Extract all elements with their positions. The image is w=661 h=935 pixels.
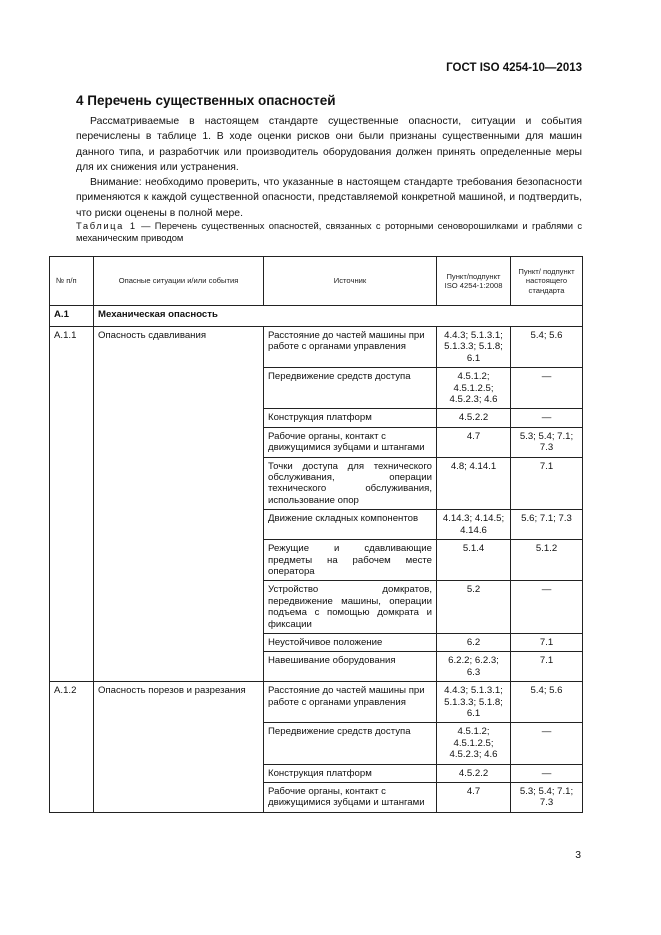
table-section-row: [50, 306, 583, 327]
paragraph-intro-text: Рассматриваемые в настоящем стандарте существенные опасности, ситуации и события перечислены в таблице 1. В ходе оценки рисков они были признаны существенными для машин данного типа, и разработчик или производитель оборудования должен принять определенные меры для их снижения или устранения.: [76, 116, 582, 174]
row-std-clause: —: [511, 581, 583, 634]
row-source: Конструкция платформ: [264, 764, 437, 782]
row-iso-clause: 4.7: [437, 783, 511, 813]
row-iso-clause: 4.4.3; 5.1.3.1; 5.1.3.3; 5.1.8; 6.1: [437, 682, 511, 723]
row-iso-clause: 6.2: [437, 633, 511, 651]
row-std-clause: 7.1: [511, 652, 583, 682]
table-caption-label: Таблица 1: [76, 220, 137, 231]
row-std-clause: 5.6; 7.1; 7.3: [511, 510, 583, 540]
group-situation: Опасность сдавливания: [94, 327, 264, 682]
table-header-row: [50, 257, 583, 306]
row-iso-clause: 4.5.2.2: [437, 409, 511, 427]
row-source: Движение складных компонентов: [264, 510, 437, 540]
row-source: Режущие и сдавливающие предметы на рабочем месте оператора: [264, 540, 437, 581]
paragraph-warning-text: Внимание: необходимо проверить, что указанные в настоящем стандарте требования безопасности применяются к каждой существенной опасности, представляемой конкретной машиной, и подтвердить, что риски оценены в полной мере.: [76, 177, 582, 219]
row-std-clause: —: [511, 409, 583, 427]
row-std-clause: 5.3; 5.4; 7.1; 7.3: [511, 783, 583, 813]
page-number: 3: [575, 850, 581, 861]
row-source: Конструкция платформ: [264, 409, 437, 427]
row-iso-clause: 4.7: [437, 427, 511, 457]
row-iso-clause: 5.2: [437, 581, 511, 634]
row-iso-clause: 4.5.1.2; 4.5.1.2.5; 4.5.2.3; 4.6: [437, 368, 511, 409]
row-source: Рабочие органы, контакт с движущимися зубцами и штангами: [264, 427, 437, 457]
table-caption: [76, 220, 582, 244]
section-title: 4 Перечень существенных опасностей: [76, 93, 336, 108]
header-source: Источник: [264, 257, 437, 306]
row-source: Навешивание оборудования: [264, 652, 437, 682]
row-std-clause: —: [511, 764, 583, 782]
row-source: Расстояние до частей машины при работе с органами управления: [264, 682, 437, 723]
row-source: Передвижение средств доступа: [264, 368, 437, 409]
header-std-clause: Пункт/ подпункт настоящего стандарта: [511, 257, 583, 306]
table-row: [50, 682, 583, 723]
header-num: № п/п: [50, 257, 94, 306]
group-situation: Опасность порезов и разрезания: [94, 682, 264, 813]
row-iso-clause: 4.4.3; 5.1.3.1; 5.1.3.3; 5.1.8; 6.1: [437, 327, 511, 368]
row-source: Неустойчивое положение: [264, 633, 437, 651]
group-num: А.1.1: [50, 327, 94, 682]
row-std-clause: —: [511, 723, 583, 764]
row-std-clause: 5.4; 5.6: [511, 327, 583, 368]
row-iso-clause: 4.8; 4.14.1: [437, 457, 511, 510]
document-code: ГОСТ ISO 4254-10—2013: [446, 62, 582, 74]
row-iso-clause: 4.5.2.2: [437, 764, 511, 782]
group-num: А.1.2: [50, 682, 94, 813]
paragraph-intro: [76, 114, 582, 176]
header-iso-clause: Пункт/подпункт ISO 4254-1:2008: [437, 257, 511, 306]
row-source: Передвижение средств доступа: [264, 723, 437, 764]
row-iso-clause: 4.5.1.2; 4.5.1.2.5; 4.5.2.3; 4.6: [437, 723, 511, 764]
row-iso-clause: 5.1.4: [437, 540, 511, 581]
row-source: Рабочие органы, контакт с движущимися зубцами и штангами: [264, 783, 437, 813]
row-source: Устройство домкратов, передвижение машины, операции подъема с помощью домкрата и фиксации: [264, 581, 437, 634]
table-caption-text: — Перечень существенных опасностей, связанных с роторными сеноворошилками и граблями с механическим приводом: [76, 220, 583, 243]
row-std-clause: 5.3; 5.4; 7.1; 7.3: [511, 427, 583, 457]
row-source: Расстояние до частей машины при работе с органами управления: [264, 327, 437, 368]
section-heading: Механическая опасность: [94, 306, 583, 327]
row-iso-clause: 4.14.3; 4.14.5; 4.14.6: [437, 510, 511, 540]
paragraph-warning: [76, 175, 582, 221]
table-row: [50, 327, 583, 368]
row-std-clause: 5.1.2: [511, 540, 583, 581]
section-num: А.1: [50, 306, 94, 327]
row-std-clause: 7.1: [511, 633, 583, 651]
header-situation: Опасные ситуации и/или события: [94, 257, 264, 306]
row-source: Точки доступа для технического обслуживания, операции технического обслуживания, использование опор: [264, 457, 437, 510]
row-std-clause: 7.1: [511, 457, 583, 510]
row-std-clause: —: [511, 368, 583, 409]
row-std-clause: 5.4; 5.6: [511, 682, 583, 723]
hazards-table: [49, 256, 583, 813]
row-iso-clause: 6.2.2; 6.2.3; 6.3: [437, 652, 511, 682]
